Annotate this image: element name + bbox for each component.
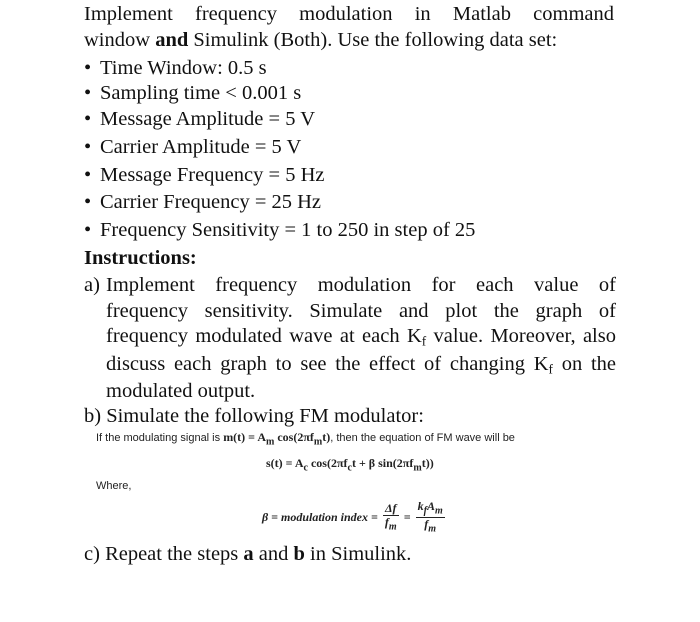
fm-wave-equation: $s(t) = A_c$ $\cos(2\pi f_ct + \beta$ $\sin(2\pi f_mt)$) bbox=[266, 456, 434, 474]
item-a-line-4-pre: discuss each graph to see the effect of changing K bbox=[106, 353, 549, 375]
instructions-heading: Instructions: bbox=[84, 247, 197, 269]
item-a-line-3-pre: frequency modulated wave at each K bbox=[106, 325, 422, 347]
item-a-line-5: modulated output. bbox=[106, 380, 256, 402]
modulating-post: , then the equation of FM wave will be bbox=[330, 432, 515, 444]
intro-line-1: Implement frequency modulation in Matlab command bbox=[84, 3, 614, 25]
bullet-icon: • bbox=[84, 82, 92, 104]
item-a-line-2: frequency sensitivity. Simulate and plot the graph of bbox=[106, 300, 616, 322]
item-b bbox=[84, 403, 424, 429]
bullet-icon: • bbox=[84, 57, 92, 79]
intro-line-2 bbox=[84, 27, 557, 53]
item-a-line-1: Implement frequency modulation for each value of bbox=[106, 274, 616, 296]
item-c-pre: Repeat the steps bbox=[105, 543, 244, 565]
kf-subscript: f bbox=[421, 333, 427, 349]
bullet-icon: • bbox=[84, 164, 92, 186]
item-c-bold-b: b bbox=[293, 543, 305, 565]
bullet-time-window bbox=[84, 55, 267, 81]
bullet-frequency-sensitivity bbox=[84, 217, 475, 243]
bullet-carrier-frequency bbox=[84, 189, 321, 215]
item-c-post: in Simulink. bbox=[304, 543, 412, 565]
bullet-text: Frequency Sensitivity = 1 to 250 in step of 25 bbox=[100, 219, 476, 241]
bullet-icon: • bbox=[84, 219, 92, 241]
bullet-text: Message Amplitude = 5 V bbox=[100, 108, 316, 130]
bullet-message-amplitude bbox=[84, 106, 315, 132]
item-c-mid: and bbox=[253, 543, 294, 565]
bullet-icon: • bbox=[84, 136, 92, 158]
item-c-bold-a: a bbox=[243, 543, 254, 565]
bullet-icon: • bbox=[84, 108, 92, 130]
modulating-signal-line bbox=[96, 430, 515, 447]
where-label: Where, bbox=[96, 480, 132, 492]
bullet-text: Carrier Amplitude = 5 V bbox=[100, 136, 302, 158]
item-c-label: c) bbox=[84, 543, 100, 565]
bullet-text: Sampling time < 0.001 s bbox=[100, 82, 302, 104]
beta-equation bbox=[262, 500, 447, 536]
delta-f-fraction: $\frac{\Delta f}{f_m}$ bbox=[384, 501, 397, 533]
equals-sign: = bbox=[403, 509, 411, 524]
item-b-text: Simulate the following FM modulator: bbox=[106, 405, 424, 427]
bullet-icon: • bbox=[84, 191, 92, 213]
bullet-carrier-amplitude bbox=[84, 134, 301, 160]
bullet-text: Time Window: 0.5 s bbox=[100, 57, 267, 79]
kf-am-fraction: $\frac{k_fA_m}{f_m}$ bbox=[417, 499, 443, 535]
modulating-pre: If the modulating signal is bbox=[96, 432, 224, 444]
bullet-message-frequency bbox=[84, 162, 324, 188]
item-a-line-4-post: on the bbox=[552, 353, 617, 375]
modulating-equation: $m(t) = A_m$ $\cos(2\pi f_mt)$ bbox=[223, 430, 331, 448]
beta-label: β = modulation index = bbox=[262, 509, 381, 524]
item-a-label: a) bbox=[84, 274, 100, 296]
intro-line-2-post: Simulink (Both). Use the following data set: bbox=[188, 29, 558, 51]
intro-line-2-pre: window bbox=[84, 29, 156, 51]
item-b-label: b) bbox=[84, 405, 102, 427]
bullet-sampling-time bbox=[84, 80, 301, 106]
item-a-line-3 bbox=[106, 323, 616, 354]
item-c bbox=[84, 541, 411, 567]
bullet-text: Message Frequency = 5 Hz bbox=[100, 164, 325, 186]
item-a-line-3-post: value. Moreover, also bbox=[426, 325, 616, 347]
kf-subscript: f bbox=[548, 361, 553, 377]
bullet-text: Carrier Frequency = 25 Hz bbox=[100, 191, 322, 213]
intro-line-2-bold: and bbox=[155, 29, 189, 51]
